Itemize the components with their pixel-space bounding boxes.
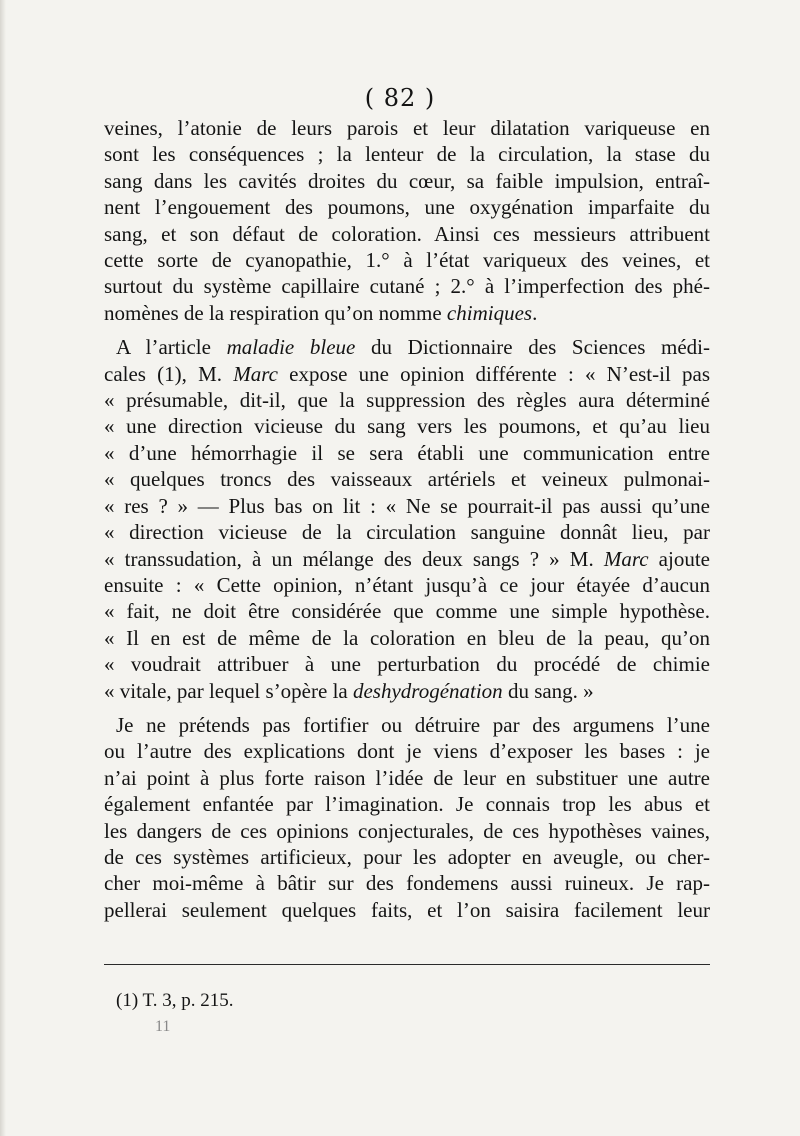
text-line: de ces systèmes artificieux, pour les adopter en aveugle, ou cher- <box>104 844 710 869</box>
text-line: surtout du système capillaire cutané ; 2.° à l’imperfection des phé- <box>104 274 710 299</box>
text-line: nomènes de la respiration qu’on nomme chimiques. <box>104 300 538 325</box>
text-line: « vitale, par lequel s’opère la deshydrogénation du sang. » <box>104 678 594 703</box>
paragraph <box>104 115 710 326</box>
footnote-rule <box>104 964 710 965</box>
text-line: pellerai seulement quelques faits, et l’on saisira facilement leur <box>104 897 710 922</box>
text-line: « voudrait attribuer à une perturbation du procédé de chimie <box>104 652 710 677</box>
paragraph <box>104 712 710 923</box>
text-line: également enfantée par l’imagination. Je connais trop les abus et <box>104 792 710 817</box>
text-line: « une direction vicieuse du sang vers les poumons, et qu’au lieu <box>104 414 710 439</box>
body-text <box>104 115 710 923</box>
text-line: ensuite : « Cette opinion, n’étant jusqu’à ce jour étayée d’aucun <box>104 572 710 597</box>
text-line: sang, et son défaut de coloration. Ainsi ces messieurs attribuent <box>104 221 710 246</box>
text-line: « quelques troncs des vaisseaux artériels et veineux pulmonai- <box>104 467 710 492</box>
footnote: (1) T. 3, p. 215. <box>116 990 234 1011</box>
text-line: « d’une hémorrhagie il se sera établi une communication entre <box>104 440 710 465</box>
signature-mark: 11 <box>155 1018 171 1035</box>
text-line: « direction vicieuse de la circulation sanguine donnât lieu, par <box>104 520 710 545</box>
text-line: « res ? » — Plus bas on lit : « Ne se pourrait-il pas aussi qu’une <box>104 493 710 518</box>
text-line: cette sorte de cyanopathie, 1.° à l’état variqueux des veines, et <box>104 248 710 273</box>
text-line: nent l’engouement des poumons, une oxygénation imparfaite du <box>104 195 710 220</box>
text-line: ou l’autre des explications dont je viens d’exposer les bases : je <box>104 739 710 764</box>
page-number: ( 82 ) <box>364 84 436 112</box>
paragraph <box>104 334 710 704</box>
text-line: veines, l’atonie de leurs parois et leur dilatation variqueuse en <box>104 116 710 140</box>
text-line: Je ne prétends pas fortifier ou détruire par des argumens l’une <box>116 712 710 737</box>
text-line: « fait, ne doit être considérée que comme une simple hypothèse. <box>104 599 710 624</box>
text-line: « transsudation, à un mélange des deux sangs ? » M. Marc ajoute <box>104 546 710 571</box>
text-line: « présumable, dit-il, que la suppression des règles aura déterminé <box>104 388 710 413</box>
text-line: n’ai point à plus forte raison l’idée de leur en substituer une autre <box>104 765 710 790</box>
text-line: cher moi-même à bâtir sur des fondemens aussi ruineux. Je rap- <box>104 871 710 896</box>
text-line: sont les conséquences ; la lenteur de la circulation, la stase du <box>104 142 710 167</box>
text-line: « Il en est de même de la coloration en bleu de la peau, qu’on <box>104 625 710 650</box>
text-line: sang dans les cavités droites du cœur, sa faible impulsion, entraî- <box>104 168 710 193</box>
text-line: cales (1), M. Marc expose une opinion différente : « N’est-il pas <box>104 361 710 386</box>
text-line: les dangers de ces opinions conjecturales, de ces hypothèses vaines, <box>104 818 710 843</box>
page-edge <box>0 0 6 1136</box>
text-line: A l’article maladie bleue du Dictionnaire des Sciences médi- <box>116 335 711 360</box>
